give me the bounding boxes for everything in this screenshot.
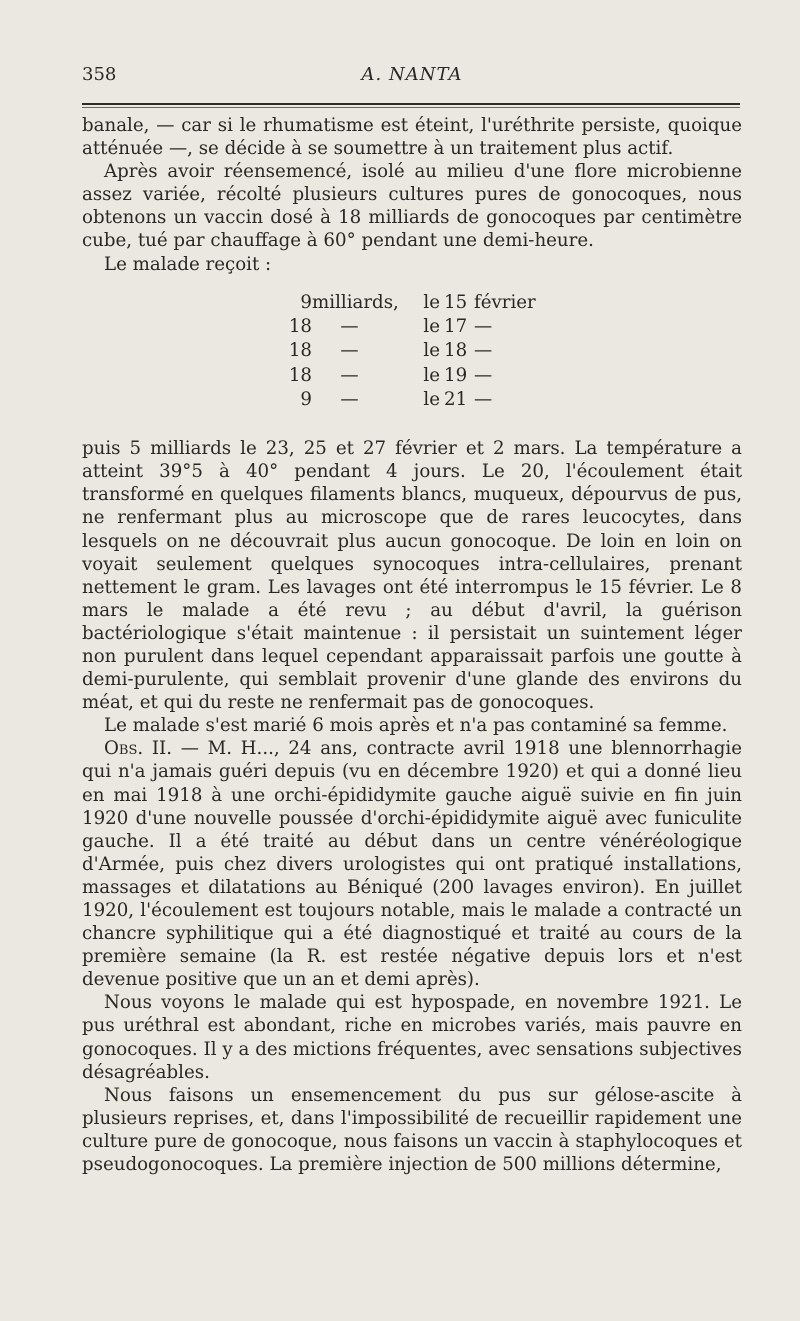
dose-unit: — <box>340 388 359 410</box>
dose-amount: 18 <box>288 340 312 362</box>
dose-month: février <box>474 291 536 313</box>
dose-le: le <box>423 291 440 313</box>
dose-month: — <box>474 388 493 410</box>
dose-amount: 9 <box>300 291 312 313</box>
observation-label: Obs. II. <box>104 738 172 760</box>
dose-unit: — <box>340 364 359 386</box>
dose-le: le <box>423 364 440 386</box>
dose-unit: — <box>340 315 359 337</box>
dose-le: le <box>423 388 440 410</box>
dose-le: le <box>423 315 440 337</box>
paragraph: Après avoir réensemencé, isolé au milieu d'une flore microbienne assez variée, récolté plusieurs cultures pures de gonocoques, nous obtenons un vaccin dosé à 18 milliards de gonocoques par centimètre cube, tué par chauffage à 60° pendant une demi-heure. <box>82 161 742 252</box>
paragraph: puis 5 milliards le 23, 25 et 27 février et 2 mars. La température a atteint 39°5 à 40° pendant 4 jours. Le 20, l'écoulement était transformé en quelques filaments blancs, muqueux, dépourvus de pus, ne renfermant plus au microscope que de rares leucocytes, dans lesquels on ne découvrait plus aucun gonocoque. De loin en loin on voyait seulement quelques synocoques intra-cellulaires, prenant nettement le gram. Les lavages ont été interrompus le 15 février. Le 8 mars le malade a été revu ; au début d'avril, la guérison bactériologique s'était maintenue : il persistait un suintement léger non purulent dans lequel cependant apparaissait parfois une goutte à demi-purulente, qui semblait provenir d'une glande des environs du méat, et qui du reste ne renfermait pas de gonocoques. <box>82 438 742 714</box>
dose-table <box>82 291 742 412</box>
dose-unit: milliards, <box>312 291 399 313</box>
dose-month: — <box>474 364 493 386</box>
paragraph: banale, — car si le rhumatisme est éteint, l'uréthrite persiste, quoique atténuée —, se décide à se soumettre à un traitement plus actif. <box>82 115 742 160</box>
paragraph: Nous faisons un ensemencement du pus sur gélose-ascite à plusieurs reprises, et, dans l'impossibilité de recueillir rapidement une culture pure de gonocoque, nous faisons un vaccin à staphylocoques et pseudogonocoques. La première injection de 500 millions détermine, <box>82 1084 742 1176</box>
paragraph: Le malade reçoit : <box>104 253 272 275</box>
dose-row <box>82 291 742 315</box>
dose-row <box>82 364 742 388</box>
dose-day: 21 <box>444 388 468 410</box>
header-rule-thin <box>82 107 740 108</box>
page-number: 358 <box>82 64 117 85</box>
dose-month: — <box>474 315 493 337</box>
dose-row <box>82 315 742 339</box>
dose-amount: 9 <box>300 388 312 410</box>
page-body <box>82 114 742 1176</box>
dose-row <box>82 339 742 363</box>
page-header <box>82 64 742 92</box>
dose-day: 18 <box>444 340 468 362</box>
paragraph: Nous voyons le malade qui est hypospade, en novembre 1921. Le pus uréthral est abondant, riche en microbes variés, mais pauvre en gonocoques. Il y a des mictions fréquentes, avec sensations subjectives désagréables. <box>82 992 742 1083</box>
dose-day: 17 <box>444 315 468 337</box>
dose-day: 19 <box>444 364 468 386</box>
dose-row <box>82 388 742 412</box>
dose-day: 15 <box>444 291 468 313</box>
dose-amount: 18 <box>288 315 312 337</box>
observation-text: — M. H..., 24 ans, contracte avril 1918 une blennorrhagie qui n'a jamais guéri depuis (vu en décembre 1920) et qui a donné lieu en mai 1918 à une orchi-épididymite gauche aiguë suivie en fin juin 1920 d'une nouvelle poussée d'orchi-épididymite aiguë avec funiculite gauche. Il a été traité au début dans un centre vénéréologique d'Armée, puis chez divers urologistes qui ont pratiqué installations, massages et dilatations au Béniqué (200 lavages environ). En juillet 1920, l'écoulement est toujours notable, mais le malade a contracté un chancre syphilitique qui a été diagnostiqué et traité au cours de la première semaine (la R. est restée négative depuis lors et n'est devenue positive que un an et demi après). <box>82 738 742 991</box>
running-head: A. NANTA <box>361 64 463 85</box>
header-rule <box>82 103 740 105</box>
observation-paragraph <box>82 737 742 991</box>
paragraph: Le malade s'est marié 6 mois après et n'a pas contaminé sa femme. <box>104 715 728 737</box>
dose-amount: 18 <box>288 364 312 386</box>
dose-unit: — <box>340 340 359 362</box>
dose-month: — <box>474 340 493 362</box>
dose-le: le <box>423 340 440 362</box>
